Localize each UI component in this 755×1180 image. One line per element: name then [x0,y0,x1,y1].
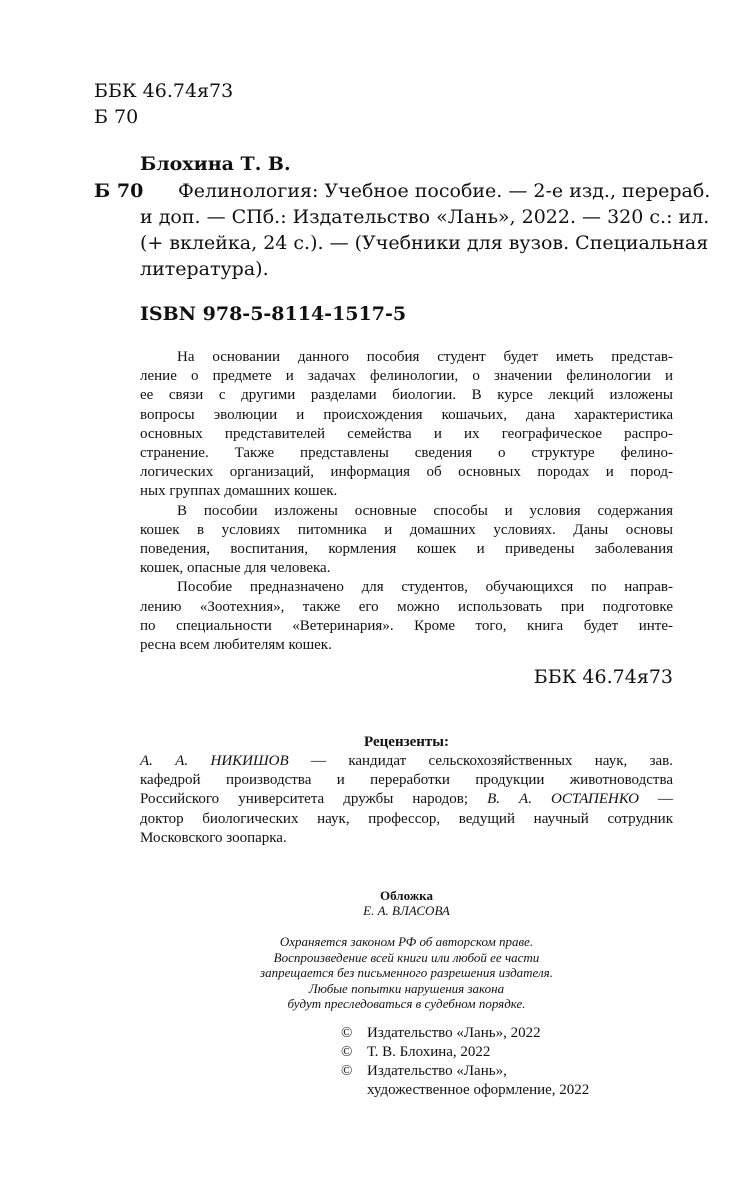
notice-line: будут преследоваться в судебном порядке. [287,996,526,1011]
copyright-symbol: © [341,1063,353,1079]
abstract-line: основных представителей семейства и их географическое распро- [140,425,673,442]
bib-line: и доп. — СПб.: Издательство «Лань», 2022. — 320 с.: ил. [140,206,710,228]
shelf-code-record: Б 70 [94,180,144,202]
bib-line: Фелинология: Учебное пособие. — 2-е изд., перераб. [178,180,711,202]
abstract-line: странение. Также представлены сведения о структуре фелино- [140,445,673,462]
notice-line: Охраняется законом РФ об авторском праве. [279,934,534,949]
abstract-line: На основании данного пособия студент будет иметь представ- [177,349,673,365]
bbk-code-bottom: ББК 46.74я73 [533,666,673,688]
abstract-line: вопросы эволюции и происхождения кошачьих, дана характеристика [140,406,673,423]
abstract-line: В пособии изложены основные способы и условия содержания [177,502,673,519]
isbn: ISBN 978-5-8114-1517-5 [140,303,407,325]
copyright-list [341,1024,589,1100]
reviewer-name: В. А. ОСТАПЕНКО [487,791,639,808]
reviewer-line: А. А. НИКИШОВ — кандидат сельскохозяйственных наук, зав. [140,753,673,769]
copyright-line: © Т. В. Блохина, 2022 [341,1044,491,1060]
bbk-code-top: ББК 46.74я73 [94,80,234,102]
abstract-line: по специальности «Ветеринария». Кроме того, книга будет инте- [140,617,673,634]
reviewer-name: А. А. НИКИШОВ [140,753,289,769]
cover-heading: Обложка [380,888,433,903]
copyright-symbol: © [341,1044,353,1060]
shelf-code-top: Б 70 [94,106,139,128]
abstract-line: Пособие предназначено для студентов, обучающихся по направ- [177,579,673,596]
reviewers-list [140,752,673,848]
abstract-line: поведения, воспитания, кормления кошек и приведены заболевания [140,541,673,558]
copyright-line: художественное оформление, 2022 [367,1082,590,1098]
abstract-line: лению «Зоотехния», также его можно использовать при подготовке [140,598,673,615]
author: Блохина Т. В. [140,153,291,175]
abstract-paragraph-3 [140,578,673,655]
abstract-paragraph-1 [140,348,673,502]
reviewer-line: Московского зоопарка. [140,829,287,846]
cover-artist: Е. А. ВЛАСОВА [363,903,450,918]
reviewer-line: доктор биологических наук, профессор, ведущий научный сотрудник [140,810,673,827]
abstract [140,348,673,655]
abstract-line: кошек, опасные для человека. [140,560,331,577]
copyright-symbol: © [341,1025,353,1041]
abstract-line: ее связи с другими разделами биологии. В курсе лекций изложены [140,387,673,404]
bib-line: (+ вклейка, 24 с.). — (Учебники для вузов. Специальная [140,232,709,254]
abstract-line: кошек в условиях питомника и домашних условиях. Даны основы [140,521,673,538]
reviewer-line: кафедрой производства и переработки продукции животноводства [140,772,673,789]
abstract-paragraph-2 [140,502,673,579]
abstract-line: ление о предмете и задачах фелинологии, о значении фелинологии и [140,368,673,385]
copyright-notice [140,934,673,1012]
abstract-line: ресна всем любителям кошек. [140,637,332,654]
copyright-line: © Издательство «Лань», 2022 [341,1025,541,1041]
abstract-line: ных группах домашних кошек. [140,483,338,500]
reviewer-line: Российского университета дружбы народов; В. А. ОСТАПЕНКО — [140,791,673,808]
notice-line: запрещается без письменного разрешения издателя. [260,965,553,980]
bibliographic-description-cont [140,204,710,282]
notice-line: Любые попытки нарушения закона [308,980,505,996]
copyright-line: © Издательство «Лань», [341,1063,507,1079]
abstract-line: логических организаций, информация об основных породах и пород- [140,464,673,481]
reviewers-heading: Рецензенты: [364,734,449,750]
bibliographic-description [140,178,711,204]
notice-line: Воспроизведение всей книги или любой ее части [273,949,540,965]
bib-line: литература). [140,258,269,280]
